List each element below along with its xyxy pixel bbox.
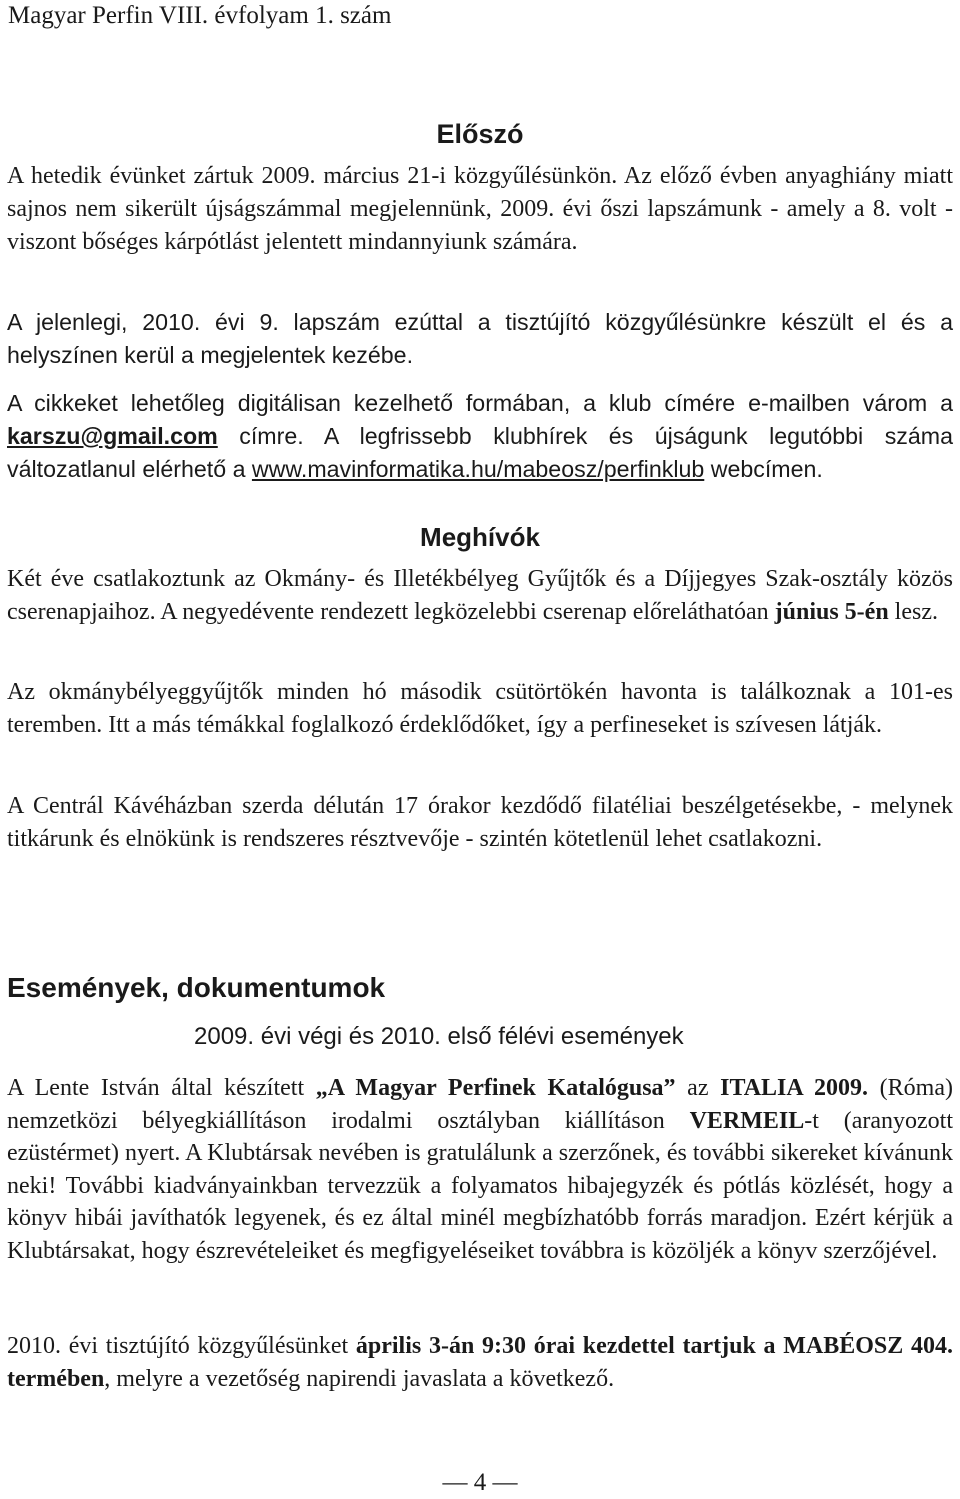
eloszo-p3-text-a: A cikkeket lehetőleg digitálisan kezelhető formában, a klub címére e-mailben várom a (7, 390, 953, 416)
meghivok-p1-text-b: lesz. (888, 598, 938, 625)
meghivok-p1-date: június 5-én (774, 598, 889, 625)
section-title-eloszo: Előszó (436, 119, 524, 149)
esemenyek-p1-text-d: (Róma) nemzetközi bélyegkiállításon irodalmi osztályban kiállításon (7, 1075, 953, 1134)
exhibition-name: ITALIA 2009. (720, 1075, 869, 1101)
eloszo-paragraph-3 (7, 387, 953, 486)
medal-name: VERMEIL (689, 1107, 805, 1134)
section-title-esemenyek: Események, dokumentumok (7, 972, 386, 1003)
website-link[interactable]: www.mavinformatika.hu/mabeosz/perfinklub (251, 456, 705, 482)
esemenyek-p1-text-a: A Lente István által készített (7, 1075, 316, 1101)
eloszo-p3-text-b: címre. A legfrissebb klubhírek és újságunk legutóbbi száma változatlanul elérhető a (7, 423, 953, 482)
meghivok-paragraph-1 (7, 563, 953, 628)
eloszo-p3-text-c: webcímen. (704, 456, 823, 482)
meghivok-p1-text-a: Két éve csatlakoztunk az Okmány- és Illetékbélyeg Gyűjtők és a Díjjegyes Szak-osztály közös cserenapjaihoz. A negyedévente rendezett legközelebbi cserenap előreláthatóan (7, 566, 953, 625)
eloszo-paragraph-2: A jelenlegi, 2010. évi 9. lapszám ezúttal a tisztújító közgyűlésünkre készült el és a helyszínen kerül a megjelentek kezébe. (7, 309, 953, 368)
section-title-meghivok: Meghívók (420, 522, 540, 552)
esemenyek-paragraph-2 (7, 1330, 953, 1396)
eloszo-paragraph-1: A hetedik évünket zártuk 2009. március 21-i közgyűlésünkön. Az előző évben anyaghiány miatt sajnos nem sikerült újságszámmal megjelennünk, 2009. évi őszi lapszámunk - amely a 8. volt - viszont bőséges kárpótlást jelentett mindannyiunk számára. (7, 163, 953, 255)
running-header: Magyar Perfin VIII. évfolyam 1. szám (8, 2, 392, 29)
page-number: — 4 — (442, 1469, 518, 1496)
esemenyek-p2-text-a: 2010. évi tisztújító közgyűlésünket (7, 1333, 356, 1359)
meeting-date-location: április 3-án 9:30 órai kezdettel tartjuk a MABÉOSZ 404. termében (7, 1333, 953, 1392)
esemenyek-p2-text-c: , melyre a vezetőség napirendi javaslata a következő. (104, 1366, 615, 1392)
esemenyek-paragraph-1 (7, 1072, 953, 1268)
catalog-title: „A Magyar Perfinek Katalógusa” (315, 1075, 676, 1101)
meghivok-paragraph-3: A Centrál Kávéházban szerda délután 17 órakor kezdődő filatéliai beszélgetésekbe, - melynek titkárunk és elnökünk is rendszeres résztvevője - szintén kötetlenül lehet csatlakozni. (7, 793, 953, 852)
meghivok-paragraph-2: Az okmánybélyeggyűjtők minden hó második csütörtökén havonta is találkoznak a 101-es teremben. Itt a más témákkal foglalkozó érdeklődőket, így a perfineseket is szívesen látják. (7, 679, 953, 738)
esemenyek-p1-text-c: az (675, 1075, 721, 1101)
email-link[interactable]: karszu@gmail.com (7, 423, 218, 449)
esemenyek-p1-text-e: -t (aranyozott ezüstérmet) nyert. A Klubtársak nevében is gratulálunk a szerzőnek, és további sikereket kívánunk neki! További kiadványainkban tervezzük a folyamatos hibajegyzék és pótlás közlését, hogy a könyv hibái javíthatók legyenek, és ez által minél megbízhatóbb forrás maradjon. Ezért kérjük a Klubtársakat, hogy észrevételeiket és megfigyeléseiket továbbra is közöljék a könyv szerzőjével. (7, 1107, 953, 1264)
esemenyek-subtitle: 2009. évi végi és 2010. első félévi események (194, 1023, 684, 1050)
